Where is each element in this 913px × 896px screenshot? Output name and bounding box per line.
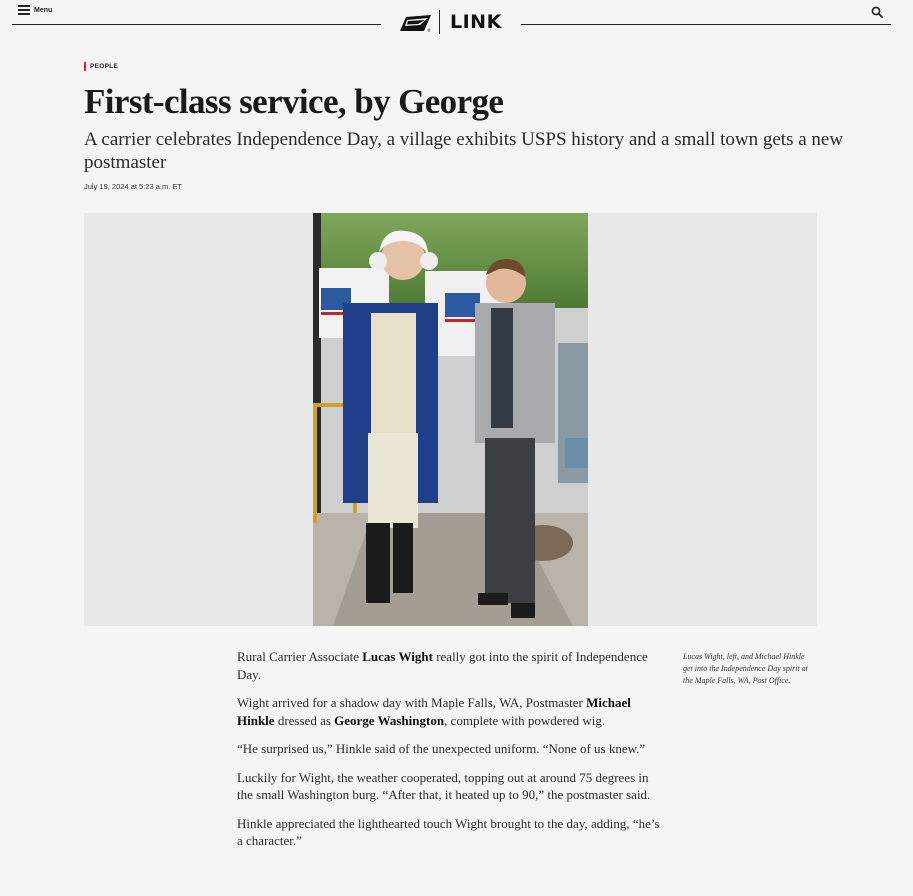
svg-text:®: ® xyxy=(427,28,431,33)
paragraph-text: , complete with powdered wig. xyxy=(444,712,606,728)
paragraph-4: Luckily for Wight, the weather cooperated, topping out at around 75 degrees in the small Washington burg. “After that, it heated up to 90,” the postmaster said. xyxy=(237,769,651,802)
article-body xyxy=(237,648,667,861)
logo-divider xyxy=(439,10,440,34)
person-name: Michael Hinkle xyxy=(237,695,631,728)
menu-button[interactable] xyxy=(18,5,52,15)
paragraph-2 xyxy=(237,694,667,729)
person-name: Lucas Wight xyxy=(362,649,433,664)
article-subhead: A carrier celebrates Independence Day, a village exhibits USPS history and a small town gets a new postmaster xyxy=(84,129,844,173)
paragraph-text: really got into the spirit of Independence Day. xyxy=(237,649,648,682)
menu-label: Menu xyxy=(34,6,53,14)
paragraph-3: “He surprised us,” Hinkle said of the unexpected uniform. “None of us knew.” xyxy=(237,741,646,756)
header-rule-left xyxy=(12,24,381,25)
usps-eagle-icon xyxy=(398,11,432,33)
site-logo[interactable] xyxy=(398,9,502,35)
paragraph-5: Hinkle appreciated the lighthearted touch Wight brought to the day, adding, “he’s a character.” xyxy=(237,815,660,848)
site-header xyxy=(0,0,913,40)
person-name: George Washington xyxy=(334,712,445,728)
search-icon[interactable] xyxy=(871,6,883,18)
photo-background-band xyxy=(84,213,817,626)
paragraph-1 xyxy=(237,648,667,683)
paragraph-text: dressed as xyxy=(274,712,335,728)
category-tag[interactable] xyxy=(84,62,118,71)
article-date: July 19, 2024 at 5:23 a.m. ET xyxy=(84,182,182,191)
logo-text: LINK xyxy=(450,11,502,33)
category-accent-bar xyxy=(84,62,86,71)
header-rule-right xyxy=(521,24,891,25)
category-label: PEOPLE xyxy=(90,63,119,70)
article-headline: First-class service, by George xyxy=(84,82,504,121)
paragraph-text: Wight arrived for a shadow day with Maple Falls, WA, Postmaster xyxy=(237,695,587,710)
hamburger-icon xyxy=(18,5,30,15)
photo-caption: Lucas Wight, left, and Michael Hinkle get into the Independence Day spirit at the Maple Falls, WA, Post Office. xyxy=(683,652,808,685)
article-photo[interactable] xyxy=(313,213,588,626)
paragraph-text: Rural Carrier Associate xyxy=(237,649,363,664)
